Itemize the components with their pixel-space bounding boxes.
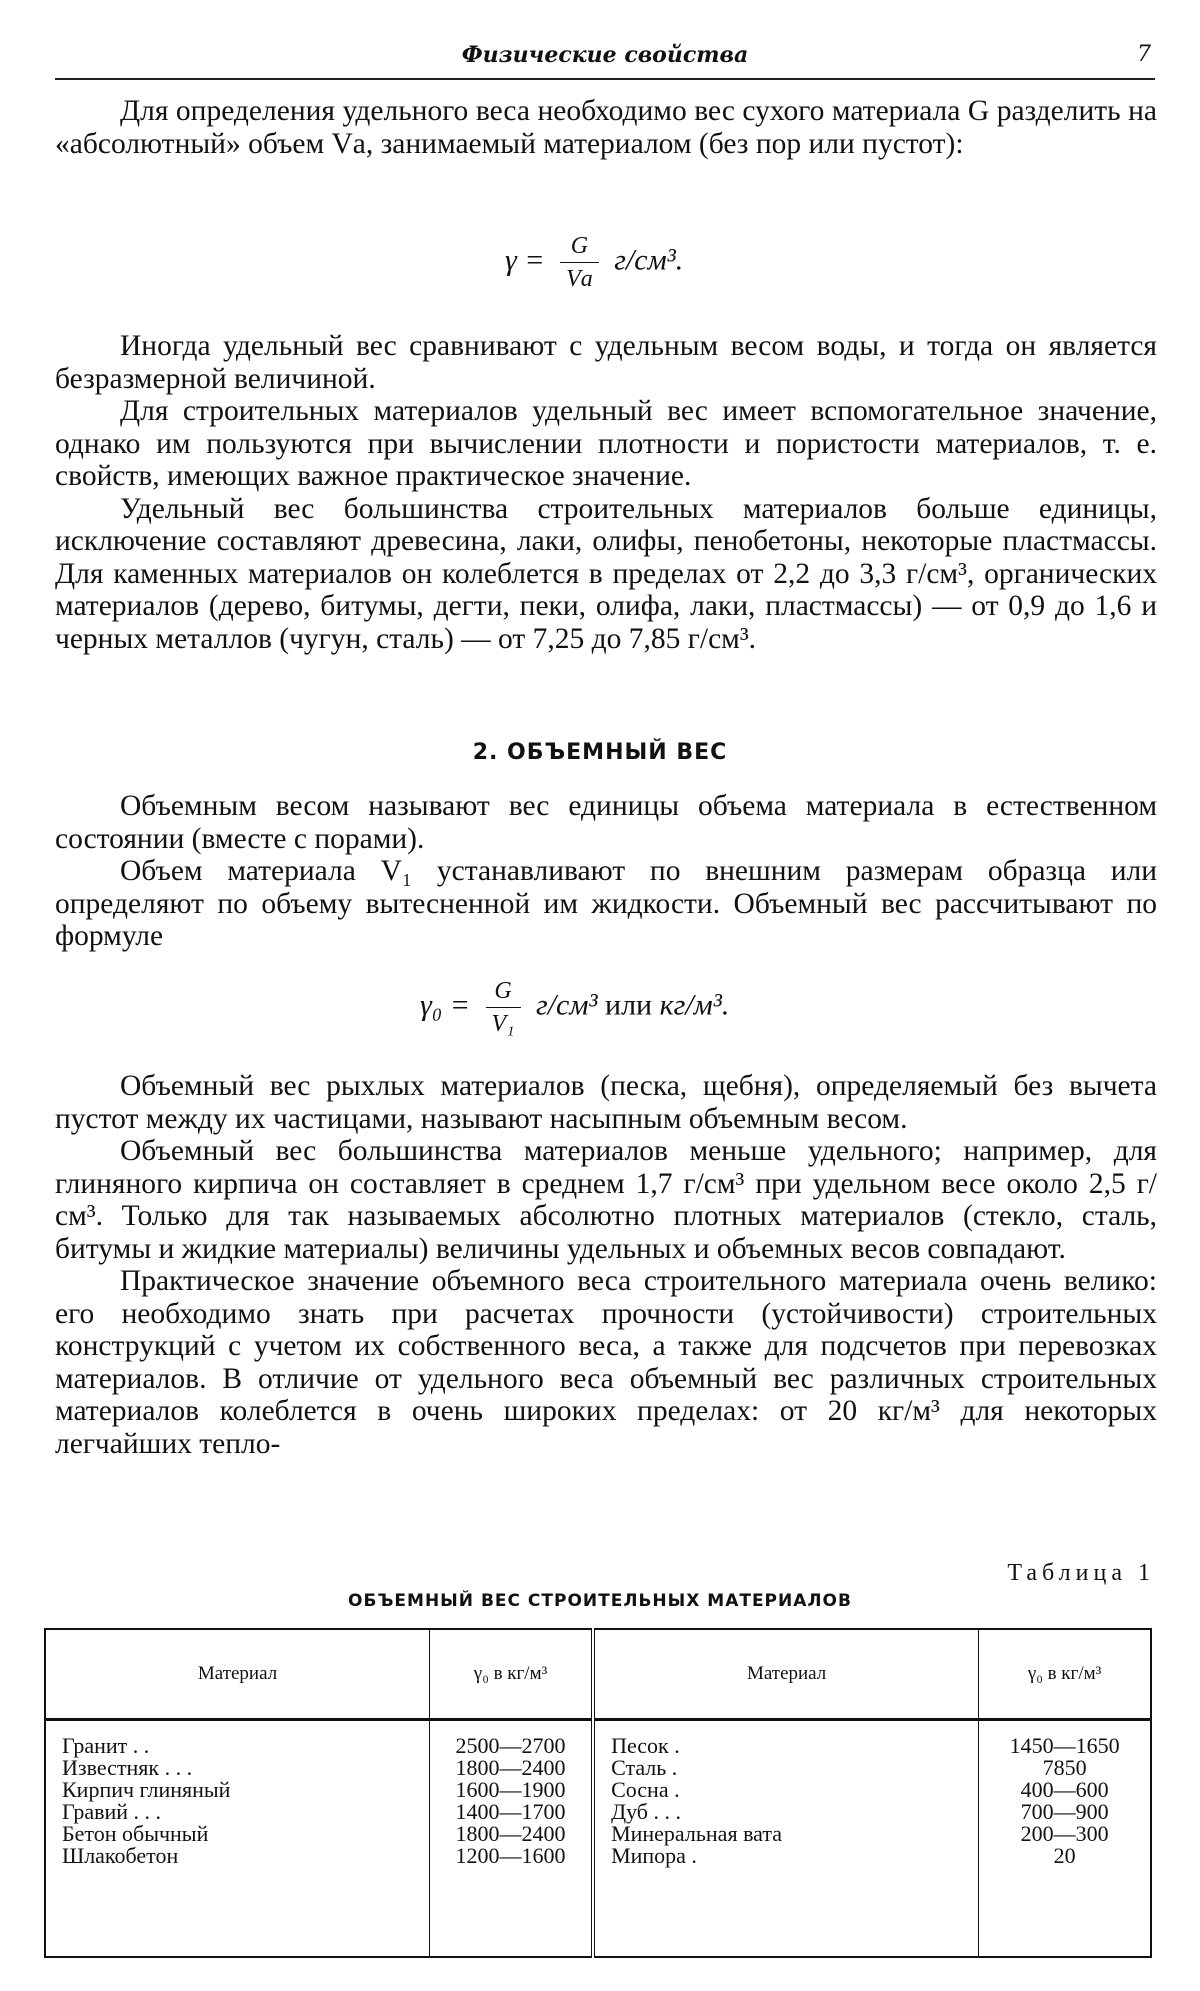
material-name: Дуб . . . <box>611 1799 681 1824</box>
material-name: Шлакобетон <box>62 1843 179 1868</box>
material-name: Сталь . <box>611 1755 678 1780</box>
table-header-material-2: Материал <box>593 1629 979 1720</box>
formula-unit: г/см³. <box>614 243 684 277</box>
material-name: Бетон обычный <box>62 1821 209 1846</box>
text-block-section <box>55 790 1157 953</box>
weight-value: 700—900 <box>1020 1799 1109 1824</box>
running-head <box>55 38 1155 80</box>
formula-denominator: V₁ <box>491 1011 515 1037</box>
paragraph: Практическое значение объемного веса строительного материала очень велико: его необходимо знать при расчетах прочности (устойчивости) строительных конструкций с учетом их собственного веса, а также для подсчетов при перевозках материалов. В отличие от удельного веса объемный вес различных строительных материалов колеблется в очень широких пределах: от 20 кг/м³ для некоторых легчайших тепло- <box>55 1265 1157 1460</box>
weight-value: 1400—1700 <box>455 1799 566 1824</box>
material-name: Кирпич глиняный <box>62 1777 231 1802</box>
formula-volume-weight <box>420 975 729 1040</box>
formula-unit-2: кг/м³. <box>659 988 730 1022</box>
formula-lhs: γ = <box>505 243 545 277</box>
formula-conjunction: или <box>605 988 653 1022</box>
volume-weight-table <box>44 1628 1152 1958</box>
left-weight-column <box>430 1720 594 1958</box>
paragraph: Для определения удельного веса необходимо вес сухого материала G разделить на «абсолютный» объем Vа, занимаемый материалом (без пор или пустот): <box>55 95 1157 160</box>
right-weight-column <box>979 1720 1151 1958</box>
weight-value: 20 <box>1053 1843 1076 1868</box>
weight-value: 1800—2400 <box>455 1755 566 1780</box>
material-name: Мипора . <box>611 1843 697 1868</box>
paragraph: Объемный вес большинства материалов меньше удельного; например, для глиняного кирпича он составляет в среднем 1,7 г/см³ при удельном весе около 2,5 г/см³. Только для так называемых абсолютно плотных материалов (стекло, сталь, битумы и жидкие материалы) величины удельных и объемных весов совпадают. <box>55 1135 1157 1265</box>
left-material-column <box>45 1720 430 1958</box>
text-block-top <box>55 95 1157 160</box>
formula-fraction <box>560 230 599 295</box>
text-block-mid <box>55 330 1157 655</box>
paragraph: Объем материала V₁ устанавливают по внешним размерам образца или определяют по объему вытесненной им жидкости. Объемный вес рассчитывают по формуле <box>55 855 1157 952</box>
weight-value: 400—600 <box>1020 1777 1109 1802</box>
table-header-material: Материал <box>45 1629 430 1720</box>
paragraph: Объемным весом называют вес единицы объема материала в естественном состоянии (вместе с порами). <box>55 790 1157 855</box>
formula-unit: г/см³ <box>536 988 598 1022</box>
weight-value: 1200—1600 <box>455 1843 566 1868</box>
paragraph: Иногда удельный вес сравнивают с удельным весом воды, и тогда он является безразмерной величиной. <box>55 330 1157 395</box>
weight-value: 200—300 <box>1020 1821 1109 1846</box>
formula-numerator: G <box>560 230 599 263</box>
formula-numerator: G <box>486 975 521 1008</box>
paragraph: Для строительных материалов удельный вес имеет вспомогательное значение, однако им пользуются при вычислении плотности и пористости материалов, т. е. свойств, имеющих важное практическое значение. <box>55 395 1157 492</box>
weight-value: 1800—2400 <box>455 1821 566 1846</box>
material-name: Гравий . . . <box>62 1799 162 1824</box>
running-title: Физические свойства <box>461 42 749 68</box>
formula-denominator: Vа <box>566 266 593 292</box>
table-caption: ОБЪЕМНЫЙ ВЕС СТРОИТЕЛЬНЫХ МАТЕРИАЛОВ <box>348 1591 852 1611</box>
material-name: Минеральная вата <box>611 1821 783 1846</box>
paragraph: Удельный вес большинства строительных материалов больше единицы, исключение составляют древесина, лаки, олифы, пенобетоны, некоторые пластмассы. Для каменных материалов он колеблется в пределах от 2,2 до 3,3 г/см³, органических материалов (дерево, битумы, дегти, пеки, олифа, лаки, пластмассы) — от 0,9 до 1,6 и черных металлов (чугун, сталь) — от 7,25 до 7,85 г/см³. <box>55 492 1157 655</box>
material-name: Сосна . <box>611 1777 680 1802</box>
table-header-weight-2: γ₀ в кг/м³ <box>979 1629 1151 1720</box>
table-label: Таблица 1 <box>1007 1560 1155 1586</box>
material-name: Песок . <box>611 1733 680 1758</box>
formula-lhs: γ₀ = <box>420 988 470 1022</box>
weight-value: 1600—1900 <box>455 1777 566 1802</box>
text-block-bottom <box>55 1070 1157 1460</box>
weight-value: 1450—1650 <box>1009 1733 1120 1758</box>
table-row <box>45 1720 1151 1958</box>
table-header-weight: γ₀ в кг/м³ <box>430 1629 594 1720</box>
material-name: Известняк . . . <box>62 1755 193 1780</box>
right-material-column <box>593 1720 979 1958</box>
weight-value: 7850 <box>1042 1755 1087 1780</box>
page-number: 7 <box>1137 42 1151 67</box>
formula-specific-weight <box>505 230 683 295</box>
weight-value: 2500—2700 <box>455 1733 566 1758</box>
formula-fraction <box>486 975 521 1040</box>
paragraph: Объемный вес рыхлых материалов (песка, щебня), определяемый без вычета пустот между их частицами, называют насыпным объемным весом. <box>55 1070 1157 1135</box>
section-heading: 2. ОБЪЕМНЫЙ ВЕС <box>472 740 728 765</box>
material-name: Гранит . . <box>62 1733 150 1758</box>
